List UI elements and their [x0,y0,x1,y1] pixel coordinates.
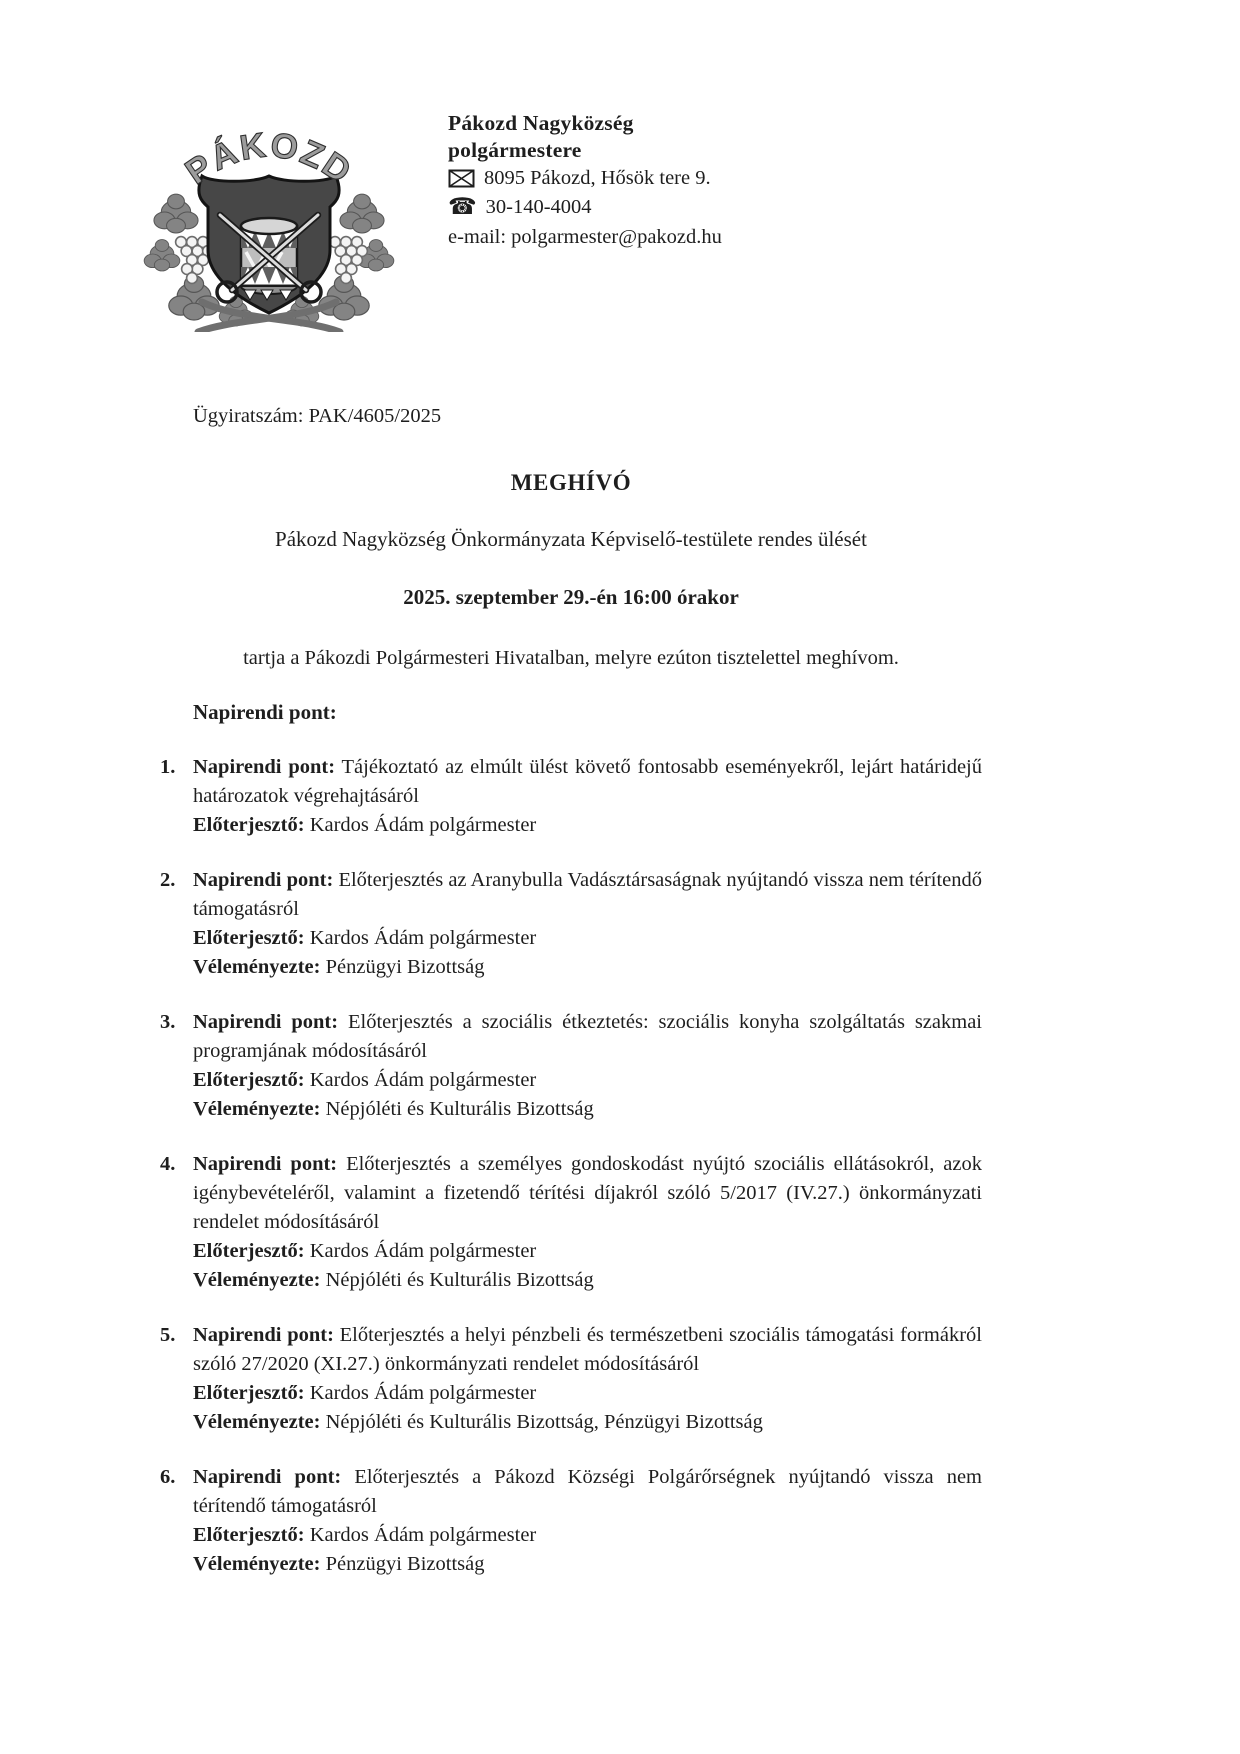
agenda-topic-label: Napirendi pont: [193,1011,339,1033]
agenda-item-body [193,753,982,840]
reviewer-name: Népjóléti és Kulturális Bizottság, Pénzügyi Bizottság [325,1411,763,1433]
agenda-topic-text: Előterjesztés a Pákozd Községi Polgárőrségnek nyújtandó vissza nem térítendő támogatásról [193,1466,983,1517]
phone-number: 30-140-4004 [485,196,592,218]
agenda-topic [193,1463,982,1521]
agenda-reviewer [193,953,982,982]
reviewer-name: Pénzügyi Bizottság [325,1553,485,1575]
agenda-item-body [193,1008,982,1124]
agenda-topic-text: Előterjesztés a helyi pénzbeli és természetbeni szociális támogatási formákról szóló 27/2020 (XI.27.) önkormányzati rendelet módosításáról [193,1324,983,1375]
presenter-name: Kardos Ádám polgármester [309,814,537,836]
presenter-name: Kardos Ádám polgármester [309,1524,537,1546]
reviewer-label: Véleményezte: [193,1098,321,1120]
document-body [160,402,982,1579]
presenter-label: Előterjesztő: [193,1240,305,1262]
agenda-item-3 [160,1008,982,1124]
envelope-icon [448,169,475,188]
agenda-reviewer [193,1266,982,1295]
agenda-topic-label: Napirendi pont: [193,869,334,891]
phone-icon: ☎ [448,194,477,220]
reviewer-name: Pénzügyi Bizottság [325,956,485,978]
agenda-topic [193,1150,982,1237]
reviewer-label: Véleményezte: [193,1269,321,1291]
presenter-name: Kardos Ádám polgármester [309,927,537,949]
agenda-heading: Napirendi pont: [193,700,337,724]
agenda-item-body [193,866,982,982]
case-number: Ügyiratszám: PAK/4605/2025 [193,405,442,427]
agenda-item-number: 6. [160,1466,176,1488]
agenda-presenter [193,924,982,953]
agenda-topic-label: Napirendi pont: [193,1466,342,1488]
agenda-item-2 [160,866,982,982]
agenda-reviewer [193,1095,982,1124]
agenda-topic-text: Előterjesztés az Aranybulla Vadásztársaságnak nyújtandó vissza nem térítendő támogatásról [193,869,983,920]
agenda-item-number: 3. [160,1011,176,1033]
email-line: e-mail: polgarmester@pakozd.hu [448,226,722,248]
reviewer-name: Népjóléti és Kulturális Bizottság [325,1098,594,1120]
presenter-label: Előterjesztő: [193,814,305,836]
presenter-label: Előterjesztő: [193,927,305,949]
presenter-label: Előterjesztő: [193,1069,305,1091]
agenda-topic-label: Napirendi pont: [193,1153,338,1175]
pakozd-coat-of-arms [140,104,398,332]
org-name-line2: polgármestere [448,138,582,162]
presenter-label: Előterjesztő: [193,1524,305,1546]
logo-town-name: PÁKOZD [178,125,360,193]
agenda-item-body [193,1463,982,1579]
agenda-presenter [193,1237,982,1266]
agenda-item-number: 1. [160,756,176,778]
presenter-name: Kardos Ádám polgármester [309,1069,537,1091]
agenda-topic-text: Előterjesztés a személyes gondoskodást nyújtó szociális ellátásokról, azok igénybevételéről, valamint a fizetendő térítési díjakról szóló 5/2017 (IV.27.) önkormányzati rendelet módosításáról [193,1153,983,1233]
agenda-topic [193,753,982,811]
agenda-item-number: 5. [160,1324,176,1346]
agenda-item-1 [160,753,982,840]
agenda-reviewer [193,1550,982,1579]
org-name-line1: Pákozd Nagyközség [448,111,634,135]
agenda-presenter [193,1379,982,1408]
meeting-subject: Pákozd Nagyközség Önkormányzata Képviselő-testülete rendes ülését [275,527,867,551]
agenda-item-6 [160,1463,982,1579]
agenda-topic [193,1321,982,1379]
agenda-item-number: 2. [160,869,176,891]
reviewer-name: Népjóléti és Kulturális Bizottság [325,1269,594,1291]
address-text: 8095 Pákozd, Hősök tere 9. [484,167,711,189]
presenter-label: Előterjesztő: [193,1382,305,1404]
letterhead-contact [448,104,722,252]
agenda-topic-text: Tájékoztató az elmúlt ülést követő fontosabb eseményekről, lejárt határidejű határozatok végrehajtásáról [193,756,982,807]
presenter-name: Kardos Ádám polgármester [309,1240,537,1262]
agenda-topic-text: Előterjesztés a szociális étkeztetés: szociális konyha szolgáltatás szakmai programjának módosításáról [193,1011,982,1062]
agenda-list [160,753,982,1579]
agenda-presenter [193,811,982,840]
reviewer-label: Véleményezte: [193,1553,321,1575]
agenda-topic [193,866,982,924]
reviewer-label: Véleményezte: [193,1411,321,1433]
meeting-datetime: 2025. szeptember 29.-én 16:00 órakor [403,585,739,609]
agenda-topic-label: Napirendi pont: [193,1324,334,1346]
agenda-item-5 [160,1321,982,1437]
agenda-item-number: 4. [160,1153,176,1175]
presenter-name: Kardos Ádám polgármester [309,1382,537,1404]
agenda-presenter [193,1521,982,1550]
coat-of-arms-graphic [140,104,398,332]
reviewer-label: Véleményezte: [193,956,321,978]
phone-line [448,193,722,222]
agenda-topic-label: Napirendi pont: [193,756,336,778]
agenda-item-4 [160,1150,982,1295]
agenda-reviewer [193,1408,982,1437]
meeting-location: tartja a Pákozdi Polgármesteri Hivatalban, melyre ezúton tisztelettel meghívom. [243,647,899,669]
agenda-item-body [193,1321,982,1437]
agenda-presenter [193,1066,982,1095]
document-title: MEGHÍVÓ [510,470,632,495]
agenda-item-body [193,1150,982,1295]
agenda-topic [193,1008,982,1066]
address-line [448,164,722,193]
letterhead [140,104,1240,332]
